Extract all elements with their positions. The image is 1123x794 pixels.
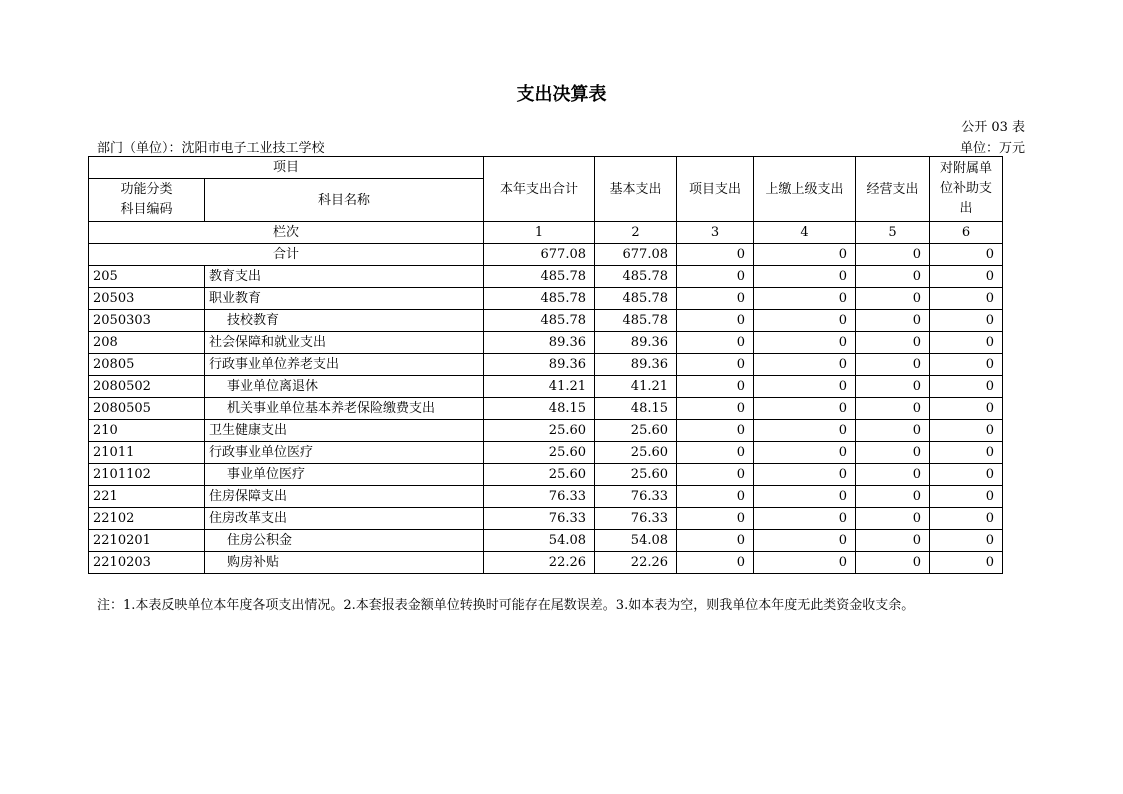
amount-cell: 0 (677, 354, 754, 376)
amount-cell: 0 (930, 464, 1003, 486)
total-value: 0 (856, 244, 930, 266)
expenditure-table (88, 156, 1003, 574)
subject-code: 210 (89, 420, 205, 442)
header-total: 本年支出合计 (484, 157, 595, 222)
column-number-row (89, 222, 1003, 244)
header-subsidy: 对附属单位补助支出 (930, 157, 1003, 222)
amount-cell: 76.33 (484, 508, 595, 530)
subject-code: 2101102 (89, 464, 205, 486)
amount-cell: 76.33 (484, 486, 595, 508)
amount-cell: 0 (930, 530, 1003, 552)
amount-cell: 0 (930, 552, 1003, 574)
subject-code: 2080505 (89, 398, 205, 420)
subject-name: 行政事业单位养老支出 (205, 354, 484, 376)
amount-cell: 0 (754, 266, 856, 288)
amount-cell: 0 (930, 508, 1003, 530)
total-value: 0 (930, 244, 1003, 266)
amount-cell: 0 (677, 464, 754, 486)
amount-cell: 0 (677, 398, 754, 420)
amount-cell: 22.26 (484, 552, 595, 574)
table-row (89, 376, 1003, 398)
subject-name: 住房公积金 (205, 530, 484, 552)
amount-cell: 89.36 (595, 332, 677, 354)
amount-cell: 25.60 (595, 464, 677, 486)
subject-code: 2210203 (89, 552, 205, 574)
table-row (89, 486, 1003, 508)
amount-cell: 0 (677, 552, 754, 574)
subject-code: 2210201 (89, 530, 205, 552)
amount-cell: 0 (930, 420, 1003, 442)
header-subject-name: 科目名称 (205, 179, 484, 222)
amount-cell: 0 (754, 464, 856, 486)
amount-cell: 25.60 (595, 420, 677, 442)
amount-cell: 89.36 (484, 332, 595, 354)
subject-name: 技校教育 (205, 310, 484, 332)
table-row (89, 442, 1003, 464)
amount-cell: 0 (856, 398, 930, 420)
table-row (89, 508, 1003, 530)
subject-name: 事业单位医疗 (205, 464, 484, 486)
amount-cell: 0 (930, 354, 1003, 376)
total-row (89, 244, 1003, 266)
amount-cell: 0 (930, 332, 1003, 354)
amount-cell: 25.60 (484, 442, 595, 464)
amount-cell: 485.78 (595, 310, 677, 332)
subject-name: 教育支出 (205, 266, 484, 288)
form-number: 公开 03 表 (961, 120, 1025, 135)
subject-name: 卫生健康支出 (205, 420, 484, 442)
amount-cell: 0 (856, 420, 930, 442)
amount-cell: 0 (930, 288, 1003, 310)
amount-cell: 0 (856, 288, 930, 310)
subject-name: 住房保障支出 (205, 486, 484, 508)
amount-cell: 25.60 (595, 442, 677, 464)
amount-cell: 0 (677, 376, 754, 398)
column-number: 3 (677, 222, 754, 244)
amount-cell: 485.78 (484, 310, 595, 332)
amount-cell: 0 (754, 508, 856, 530)
amount-cell: 0 (930, 442, 1003, 464)
subject-code: 221 (89, 486, 205, 508)
amount-cell: 48.15 (595, 398, 677, 420)
amount-cell: 0 (856, 332, 930, 354)
amount-cell: 76.33 (595, 486, 677, 508)
unit-label: 单位：万元 (959, 141, 1025, 156)
department-label: 部门（单位）：沈阳市电子工业技工学校 (97, 141, 325, 156)
amount-cell: 0 (677, 530, 754, 552)
amount-cell: 485.78 (595, 288, 677, 310)
column-number: 5 (856, 222, 930, 244)
amount-cell: 25.60 (484, 420, 595, 442)
amount-cell: 0 (754, 376, 856, 398)
subject-name: 社会保障和就业支出 (205, 332, 484, 354)
amount-cell: 0 (856, 486, 930, 508)
amount-cell: 76.33 (595, 508, 677, 530)
amount-cell: 89.36 (484, 354, 595, 376)
total-value: 0 (754, 244, 856, 266)
table-row (89, 464, 1003, 486)
amount-cell: 0 (856, 530, 930, 552)
table-row (89, 552, 1003, 574)
header-project-exp: 项目支出 (677, 157, 754, 222)
amount-cell: 0 (856, 266, 930, 288)
subject-name: 行政事业单位医疗 (205, 442, 484, 464)
amount-cell: 0 (677, 332, 754, 354)
amount-cell: 0 (930, 310, 1003, 332)
table-row (89, 398, 1003, 420)
subject-name: 购房补贴 (205, 552, 484, 574)
amount-cell: 0 (754, 288, 856, 310)
amount-cell: 0 (856, 376, 930, 398)
header-business: 经营支出 (856, 157, 930, 222)
column-label: 栏次 (89, 222, 484, 244)
amount-cell: 0 (677, 486, 754, 508)
column-number: 4 (754, 222, 856, 244)
total-value: 677.08 (595, 244, 677, 266)
total-label: 合计 (89, 244, 484, 266)
table-row (89, 530, 1003, 552)
amount-cell: 0 (754, 398, 856, 420)
subject-code: 208 (89, 332, 205, 354)
header-project: 项目 (89, 157, 484, 179)
amount-cell: 0 (677, 442, 754, 464)
amount-cell: 0 (754, 530, 856, 552)
amount-cell: 22.26 (595, 552, 677, 574)
subject-name: 职业教育 (205, 288, 484, 310)
amount-cell: 485.78 (484, 266, 595, 288)
table-row (89, 288, 1003, 310)
subject-code: 21011 (89, 442, 205, 464)
amount-cell: 48.15 (484, 398, 595, 420)
amount-cell: 54.08 (595, 530, 677, 552)
subject-code: 20503 (89, 288, 205, 310)
amount-cell: 0 (754, 552, 856, 574)
subject-code: 205 (89, 266, 205, 288)
amount-cell: 41.21 (595, 376, 677, 398)
amount-cell: 89.36 (595, 354, 677, 376)
column-number: 1 (484, 222, 595, 244)
page-title: 支出决算表 (516, 84, 607, 105)
amount-cell: 25.60 (484, 464, 595, 486)
total-value: 0 (677, 244, 754, 266)
amount-cell: 0 (856, 354, 930, 376)
amount-cell: 0 (754, 332, 856, 354)
amount-cell: 41.21 (484, 376, 595, 398)
total-value: 677.08 (484, 244, 595, 266)
amount-cell: 0 (930, 376, 1003, 398)
amount-cell: 0 (856, 552, 930, 574)
amount-cell: 54.08 (484, 530, 595, 552)
amount-cell: 0 (677, 310, 754, 332)
column-number: 2 (595, 222, 677, 244)
amount-cell: 0 (754, 310, 856, 332)
header-func-code: 功能分类 科目编码 (89, 179, 205, 222)
subject-name: 机关事业单位基本养老保险缴费支出 (205, 398, 484, 420)
table-row (89, 266, 1003, 288)
amount-cell: 0 (930, 266, 1003, 288)
column-number: 6 (930, 222, 1003, 244)
subject-code: 2050303 (89, 310, 205, 332)
amount-cell: 0 (677, 266, 754, 288)
amount-cell: 0 (677, 508, 754, 530)
subject-name: 事业单位离退休 (205, 376, 484, 398)
footnote: 注：1.本表反映单位本年度各项支出情况。2.本套报表金额单位转换时可能存在尾数误差。3.如本表为空，则我单位本年度无此类资金收支余。 (97, 598, 915, 613)
amount-cell: 0 (856, 442, 930, 464)
amount-cell: 485.78 (595, 266, 677, 288)
amount-cell: 0 (754, 486, 856, 508)
table-row (89, 310, 1003, 332)
amount-cell: 0 (754, 420, 856, 442)
amount-cell: 0 (754, 442, 856, 464)
subject-code: 20805 (89, 354, 205, 376)
amount-cell: 0 (856, 508, 930, 530)
header-row (89, 157, 1003, 179)
amount-cell: 0 (677, 288, 754, 310)
table-row (89, 332, 1003, 354)
header-basic: 基本支出 (595, 157, 677, 222)
amount-cell: 0 (856, 464, 930, 486)
amount-cell: 0 (677, 420, 754, 442)
subject-code: 2080502 (89, 376, 205, 398)
amount-cell: 0 (754, 354, 856, 376)
amount-cell: 0 (930, 398, 1003, 420)
amount-cell: 0 (856, 310, 930, 332)
subject-code: 22102 (89, 508, 205, 530)
table-row (89, 420, 1003, 442)
table-row (89, 354, 1003, 376)
amount-cell: 485.78 (484, 288, 595, 310)
subject-name: 住房改革支出 (205, 508, 484, 530)
header-upper: 上缴上级支出 (754, 157, 856, 222)
amount-cell: 0 (930, 486, 1003, 508)
